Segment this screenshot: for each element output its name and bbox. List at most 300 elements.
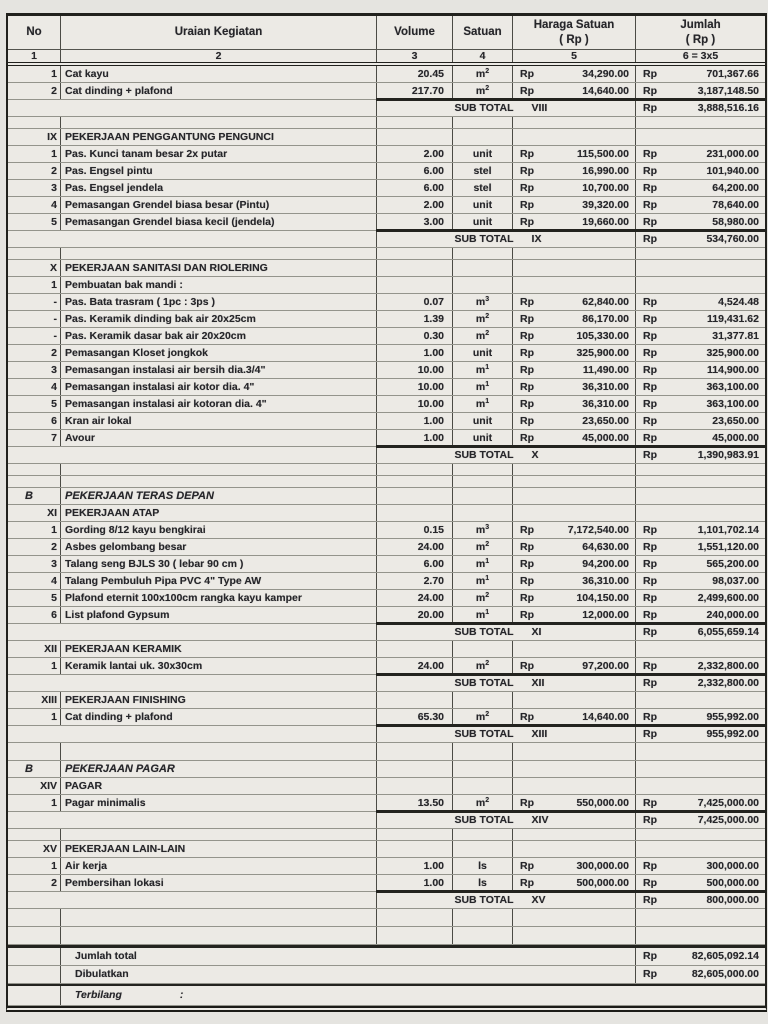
row-desc: Pas. Engsel jendela <box>60 180 376 196</box>
subtotal-amount: Rp 800,000.00 <box>635 892 765 908</box>
currency-label: Rp <box>643 968 657 981</box>
row-unit-price: Rp 36,310.00 <box>512 573 635 589</box>
row-no: - <box>53 312 57 325</box>
subtotal-amount: Rp 3,888,516.16 <box>635 100 765 116</box>
row-unit-price: Rp 115,500.00 <box>512 146 635 162</box>
row-amount <box>635 761 765 777</box>
row-volume: 0.30 <box>376 328 452 344</box>
row-amount: Rp 58,980.00 <box>635 214 765 230</box>
row-unit: m $^1$ <box>452 607 512 623</box>
table-row <box>8 311 765 328</box>
row-amount: Rp 565,200.00 <box>635 556 765 572</box>
row-desc: Kran air lokal <box>60 413 376 429</box>
currency-label: Rp <box>520 380 534 393</box>
row-amount: Rp 101,940.00 <box>635 163 765 179</box>
row-unit <box>452 927 512 944</box>
row-unit <box>452 778 512 794</box>
row-volume: 65.30 <box>376 709 452 725</box>
column-number: 6 = 3x5 <box>635 50 765 62</box>
row-amount: Rp 64,200.00 <box>635 180 765 196</box>
row-unit: m $^2$ <box>452 311 512 327</box>
row-volume <box>376 129 452 145</box>
row-desc: Talang Pembuluh Pipa PVC 4" Type AW <box>60 573 376 589</box>
row-unit-price <box>512 129 635 145</box>
row-no: XII <box>44 642 57 655</box>
row-unit-price <box>512 743 635 760</box>
row-no: 5 <box>51 591 57 604</box>
row-no: 4 <box>51 380 57 393</box>
currency-label: Rp <box>643 574 657 587</box>
row-unit-price: Rp 325,900.00 <box>512 345 635 361</box>
row-unit <box>452 260 512 276</box>
row-no: 1 <box>51 523 57 536</box>
row-no <box>8 948 60 965</box>
row-volume: 24.00 <box>376 539 452 555</box>
row-unit: m $^2$ <box>452 66 512 82</box>
table-row <box>8 197 765 214</box>
currency-label: Rp <box>520 215 534 228</box>
currency-label: Rp <box>520 608 534 621</box>
row-unit <box>452 641 512 657</box>
row-desc: Pemasangan instalasi air bersih dia.3/4" <box>60 362 376 378</box>
row-volume: 24.00 <box>376 658 452 674</box>
row-no <box>8 927 60 944</box>
currency-label: Rp <box>643 893 657 906</box>
row-no: 3 <box>51 181 57 194</box>
grand-total-label: Jumlah total <box>60 948 635 965</box>
row-no: XIII <box>41 693 57 706</box>
row-unit: m $^3$ <box>452 294 512 310</box>
row-no: 2 <box>51 84 57 97</box>
currency-label: Rp <box>643 363 657 376</box>
row-unit: m $^1$ <box>452 379 512 395</box>
currency-label: Rp <box>520 363 534 376</box>
row-unit <box>452 743 512 760</box>
row-amount <box>635 841 765 857</box>
row-volume: 1.39 <box>376 311 452 327</box>
row-unit-price <box>512 464 635 475</box>
row-desc: PEKERJAAN LAIN-LAIN <box>60 841 376 857</box>
section-row <box>8 488 765 505</box>
row-volume: 1.00 <box>376 413 452 429</box>
row-desc <box>60 927 376 944</box>
row-unit-price <box>512 761 635 777</box>
row-amount: Rp 114,900.00 <box>635 362 765 378</box>
row-no: 1 <box>51 859 57 872</box>
row-desc: PEKERJAAN PENGGANTUNG PENGUNCI <box>60 129 376 145</box>
currency-label: Rp <box>643 431 657 444</box>
row-amount: Rp 231,000.00 <box>635 146 765 162</box>
row-amount: Rp 78,640.00 <box>635 197 765 213</box>
currency-label: Rp <box>520 557 534 570</box>
row-amount: Rp 363,100.00 <box>635 396 765 412</box>
row-unit: m $^2$ <box>452 658 512 674</box>
row-no: 1 <box>51 710 57 723</box>
row-volume <box>376 505 452 521</box>
table-row <box>8 539 765 556</box>
row-unit-price <box>512 641 635 657</box>
currency-label: Rp <box>643 950 657 963</box>
subtotal-amount: Rp 6,055,659.14 <box>635 624 765 640</box>
row-unit <box>452 909 512 926</box>
row-volume: 2.00 <box>376 146 452 162</box>
currency-label: Rp <box>643 181 657 194</box>
row-volume <box>376 692 452 708</box>
row-volume <box>376 260 452 276</box>
table-row <box>8 413 765 430</box>
row-desc: PEKERJAAN FINISHING <box>60 692 376 708</box>
row-volume: 2.70 <box>376 573 452 589</box>
currency-label: Rp <box>520 523 534 536</box>
row-unit: stel <box>452 180 512 196</box>
row-amount: Rp 4,524.48 <box>635 294 765 310</box>
currency-label: Rp <box>520 540 534 553</box>
spacer-row <box>8 117 765 129</box>
row-desc: PAGAR <box>60 778 376 794</box>
row-unit: unit <box>452 413 512 429</box>
currency-label: Rp <box>520 181 534 194</box>
row-amount <box>635 129 765 145</box>
currency-label: Rp <box>643 67 657 80</box>
row-no: 2 <box>51 164 57 177</box>
table-row <box>8 294 765 311</box>
row-volume <box>376 841 452 857</box>
currency-label: Rp <box>520 574 534 587</box>
subtotal-amount: Rp 1,390,983.91 <box>635 447 765 463</box>
row-no: - <box>53 295 57 308</box>
header-uraian-kegiatan: Uraian Kegiatan <box>60 16 376 49</box>
row-amount: Rp 45,000.00 <box>635 430 765 446</box>
currency-label: Rp <box>520 876 534 889</box>
row-unit: m $^2$ <box>452 83 512 99</box>
row-no <box>8 476 60 487</box>
row-unit <box>452 476 512 487</box>
row-volume <box>376 248 452 259</box>
row-desc: PEKERJAAN ATAP <box>60 505 376 521</box>
currency-label: Rp <box>643 232 657 245</box>
row-desc: PEKERJAAN KERAMIK <box>60 641 376 657</box>
currency-label: Rp <box>643 329 657 342</box>
row-unit-price: Rp 45,000.00 <box>512 430 635 446</box>
row-unit: unit <box>452 146 512 162</box>
row-desc: Pembersihan lokasi <box>60 875 376 891</box>
section-row <box>8 761 765 778</box>
row-desc: Cat kayu <box>60 66 376 82</box>
row-no: B <box>25 489 33 502</box>
terbilang-label: Terbilang : <box>60 986 765 1005</box>
row-desc <box>60 476 376 487</box>
row-desc <box>60 743 376 760</box>
row-unit: m $^1$ <box>452 573 512 589</box>
row-unit-price: Rp 62,840.00 <box>512 294 635 310</box>
row-volume: 13.50 <box>376 795 452 811</box>
row-no: X <box>49 261 57 274</box>
currency-label: Rp <box>643 215 657 228</box>
cost-estimate-table <box>6 13 767 1012</box>
row-unit-price: Rp 19,660.00 <box>512 214 635 230</box>
subtotal-label: SUB TOTAL VIII <box>376 100 635 116</box>
row-no: 6 <box>51 608 57 621</box>
row-desc: Pembuatan bak mandi : <box>60 277 376 293</box>
currency-label: Rp <box>643 625 657 638</box>
row-unit: unit <box>452 197 512 213</box>
section-row <box>8 778 765 795</box>
currency-label: Rp <box>643 859 657 872</box>
row-desc: List plafond Gypsum <box>60 607 376 623</box>
row-desc: Pas. Kunci tanam besar 2x putar <box>60 146 376 162</box>
row-unit-price <box>512 692 635 708</box>
row-unit <box>452 277 512 293</box>
row-desc: Pemasangan instalasi air kotor dia. 4" <box>60 379 376 395</box>
row-volume: 10.00 <box>376 379 452 395</box>
currency-label: Rp <box>520 346 534 359</box>
row-desc: Pagar minimalis <box>60 795 376 811</box>
row-amount: Rp 7,425,000.00 <box>635 795 765 811</box>
row-no: 1 <box>51 147 57 160</box>
row-unit: unit <box>452 430 512 446</box>
row-volume <box>376 743 452 760</box>
row-no: 6 <box>51 414 57 427</box>
row-no <box>8 743 60 760</box>
row-no: IX <box>47 130 57 143</box>
row-volume: 10.00 <box>376 396 452 412</box>
table-row <box>8 345 765 362</box>
row-no <box>8 986 60 1005</box>
row-unit: unit <box>452 345 512 361</box>
currency-label: Rp <box>643 147 657 160</box>
row-unit-price: Rp 104,150.00 <box>512 590 635 606</box>
row-unit-price: Rp 94,200.00 <box>512 556 635 572</box>
currency-label: Rp <box>643 540 657 553</box>
row-no: 4 <box>51 198 57 211</box>
row-desc: PEKERJAAN PAGAR <box>60 761 376 777</box>
subtotal-row <box>8 231 765 248</box>
row-desc: Pas. Engsel pintu <box>60 163 376 179</box>
table-row <box>8 379 765 396</box>
row-amount: Rp 363,100.00 <box>635 379 765 395</box>
row-amount <box>635 260 765 276</box>
row-amount: Rp 701,367.66 <box>635 66 765 82</box>
row-no: 1 <box>51 659 57 672</box>
row-unit: m $^1$ <box>452 396 512 412</box>
row-unit-price: Rp 16,990.00 <box>512 163 635 179</box>
row-unit: ls <box>452 875 512 891</box>
row-desc: Pas. Keramik dinding bak air 20x25cm <box>60 311 376 327</box>
row-unit: m $^3$ <box>452 522 512 538</box>
row-no <box>8 117 60 128</box>
row-amount: Rp 1,101,702.14 <box>635 522 765 538</box>
row-unit: unit <box>452 214 512 230</box>
row-desc: Plafond eternit 100x100cm rangka kayu kamper <box>60 590 376 606</box>
row-desc: Cat dinding + plafond <box>60 709 376 725</box>
section-row <box>8 841 765 858</box>
currency-label: Rp <box>643 84 657 97</box>
row-unit <box>452 761 512 777</box>
row-amount: Rp 2,332,800.00 <box>635 658 765 674</box>
row-desc <box>60 248 376 259</box>
row-unit-price <box>512 505 635 521</box>
grand-total-label: Dibulatkan <box>60 966 635 983</box>
currency-label: Rp <box>643 198 657 211</box>
currency-label: Rp <box>643 164 657 177</box>
row-no: 3 <box>51 363 57 376</box>
row-desc: Keramik lantai uk. 30x30cm <box>60 658 376 674</box>
spacer-row <box>8 927 765 945</box>
subtotal-amount: Rp 534,760.00 <box>635 231 765 247</box>
row-volume: 1.00 <box>376 345 452 361</box>
currency-label: Rp <box>643 659 657 672</box>
currency-label: Rp <box>643 312 657 325</box>
header-no: No <box>26 26 42 39</box>
grand-total-amount: Rp 82,605,092.14 <box>635 948 765 965</box>
row-unit-price: Rp 14,640.00 <box>512 709 635 725</box>
row-desc: Gording 8/12 kayu bengkirai <box>60 522 376 538</box>
row-volume <box>376 277 452 293</box>
row-desc: Pemasangan Kloset jongkok <box>60 345 376 361</box>
currency-label: Rp <box>643 380 657 393</box>
table-row <box>8 163 765 180</box>
subtotal-spacer <box>8 726 376 742</box>
row-no: XV <box>42 842 57 855</box>
row-volume <box>376 829 452 840</box>
row-amount <box>635 505 765 521</box>
row-unit-price: Rp 300,000.00 <box>512 858 635 874</box>
grand-total-amount: Rp 82,605,000.00 <box>635 966 765 983</box>
row-amount <box>635 464 765 475</box>
subtotal-row <box>8 624 765 641</box>
row-amount <box>635 743 765 760</box>
currency-label: Rp <box>520 147 534 160</box>
row-unit-price: Rp 64,630.00 <box>512 539 635 555</box>
currency-label: Rp <box>643 727 657 740</box>
row-volume <box>376 641 452 657</box>
row-unit-price: Rp 105,330.00 <box>512 328 635 344</box>
row-unit-price: Rp 10,700.00 <box>512 180 635 196</box>
row-no: - <box>53 329 57 342</box>
row-amount <box>635 692 765 708</box>
row-amount <box>635 488 765 504</box>
row-unit-price <box>512 476 635 487</box>
row-desc: Pemasangan instalasi air kotoran dia. 4" <box>60 396 376 412</box>
row-desc: Talang seng BJLS 30 ( lebar 90 cm ) <box>60 556 376 572</box>
row-unit-price: Rp 23,650.00 <box>512 413 635 429</box>
row-unit <box>452 117 512 128</box>
currency-label: Rp <box>520 796 534 809</box>
row-unit-price: Rp 550,000.00 <box>512 795 635 811</box>
row-volume: 6.00 <box>376 556 452 572</box>
row-amount: Rp 98,037.00 <box>635 573 765 589</box>
spacer-row <box>8 464 765 476</box>
row-amount: Rp 2,499,600.00 <box>635 590 765 606</box>
row-desc <box>60 117 376 128</box>
subtotal-row <box>8 447 765 464</box>
row-desc: Pemasangan Grendel biasa besar (Pintu) <box>60 197 376 213</box>
currency-label: Rp <box>643 676 657 689</box>
row-volume: 24.00 <box>376 590 452 606</box>
subtotal-row <box>8 726 765 743</box>
currency-label: Rp <box>520 67 534 80</box>
section-row <box>8 260 765 277</box>
row-no <box>8 464 60 475</box>
row-no: 3 <box>51 557 57 570</box>
column-number: 3 <box>376 50 452 62</box>
row-volume: 1.00 <box>376 430 452 446</box>
header-harga-satuan: Haraga Satuan ( Rp ) <box>512 16 635 49</box>
subtotal-label: SUB TOTAL XII <box>376 675 635 691</box>
row-unit: m $^2$ <box>452 539 512 555</box>
currency-label: Rp <box>520 329 534 342</box>
row-unit-price <box>512 488 635 504</box>
row-unit-price <box>512 778 635 794</box>
row-no: 7 <box>51 431 57 444</box>
header-satuan: Satuan <box>452 16 512 49</box>
row-no: XI <box>47 506 57 519</box>
row-unit-price <box>512 117 635 128</box>
subtotal-spacer <box>8 675 376 691</box>
row-amount: Rp 119,431.62 <box>635 311 765 327</box>
row-no: 1 <box>51 67 57 80</box>
row-unit <box>452 488 512 504</box>
section-row <box>8 641 765 658</box>
subtotal-label: SUB TOTAL XIII <box>376 726 635 742</box>
row-volume <box>376 927 452 944</box>
row-no: 2 <box>51 540 57 553</box>
row-volume <box>376 117 452 128</box>
column-number: 5 <box>512 50 635 62</box>
row-volume: 1.00 <box>376 875 452 891</box>
row-no: 5 <box>51 397 57 410</box>
column-number: 1 <box>31 50 37 62</box>
subtotal-spacer <box>8 812 376 828</box>
currency-label: Rp <box>520 164 534 177</box>
row-amount <box>635 476 765 487</box>
row-unit-price: Rp 7,172,540.00 <box>512 522 635 538</box>
row-unit-price: Rp 39,320.00 <box>512 197 635 213</box>
row-no: 1 <box>51 278 57 291</box>
currency-label: Rp <box>643 813 657 826</box>
grand-row <box>8 966 765 984</box>
row-amount <box>635 248 765 259</box>
table-row <box>8 396 765 413</box>
table-row <box>8 277 765 294</box>
subtotal-spacer <box>8 231 376 247</box>
row-desc: Pemasangan Grendel biasa kecil (jendela) <box>60 214 376 230</box>
currency-label: Rp <box>520 414 534 427</box>
row-unit-price: Rp 14,640.00 <box>512 83 635 99</box>
currency-label: Rp <box>520 312 534 325</box>
row-desc <box>60 464 376 475</box>
grand-row <box>8 945 765 966</box>
currency-label: Rp <box>643 591 657 604</box>
spacer-row <box>8 743 765 761</box>
row-amount: Rp 3,187,148.50 <box>635 83 765 99</box>
currency-label: Rp <box>520 431 534 444</box>
currency-label: Rp <box>643 295 657 308</box>
subtotal-row <box>8 892 765 909</box>
table-row <box>8 180 765 197</box>
row-desc: Cat dinding + plafond <box>60 83 376 99</box>
row-amount <box>635 927 765 944</box>
row-amount: Rp 325,900.00 <box>635 345 765 361</box>
column-number: 4 <box>452 50 512 62</box>
subtotal-label: SUB TOTAL X <box>376 447 635 463</box>
currency-label: Rp <box>520 591 534 604</box>
row-no: XIV <box>40 779 57 792</box>
row-volume: 1.00 <box>376 858 452 874</box>
row-no <box>8 909 60 926</box>
row-amount: Rp 1,551,120.00 <box>635 539 765 555</box>
row-unit: m $^1$ <box>452 556 512 572</box>
